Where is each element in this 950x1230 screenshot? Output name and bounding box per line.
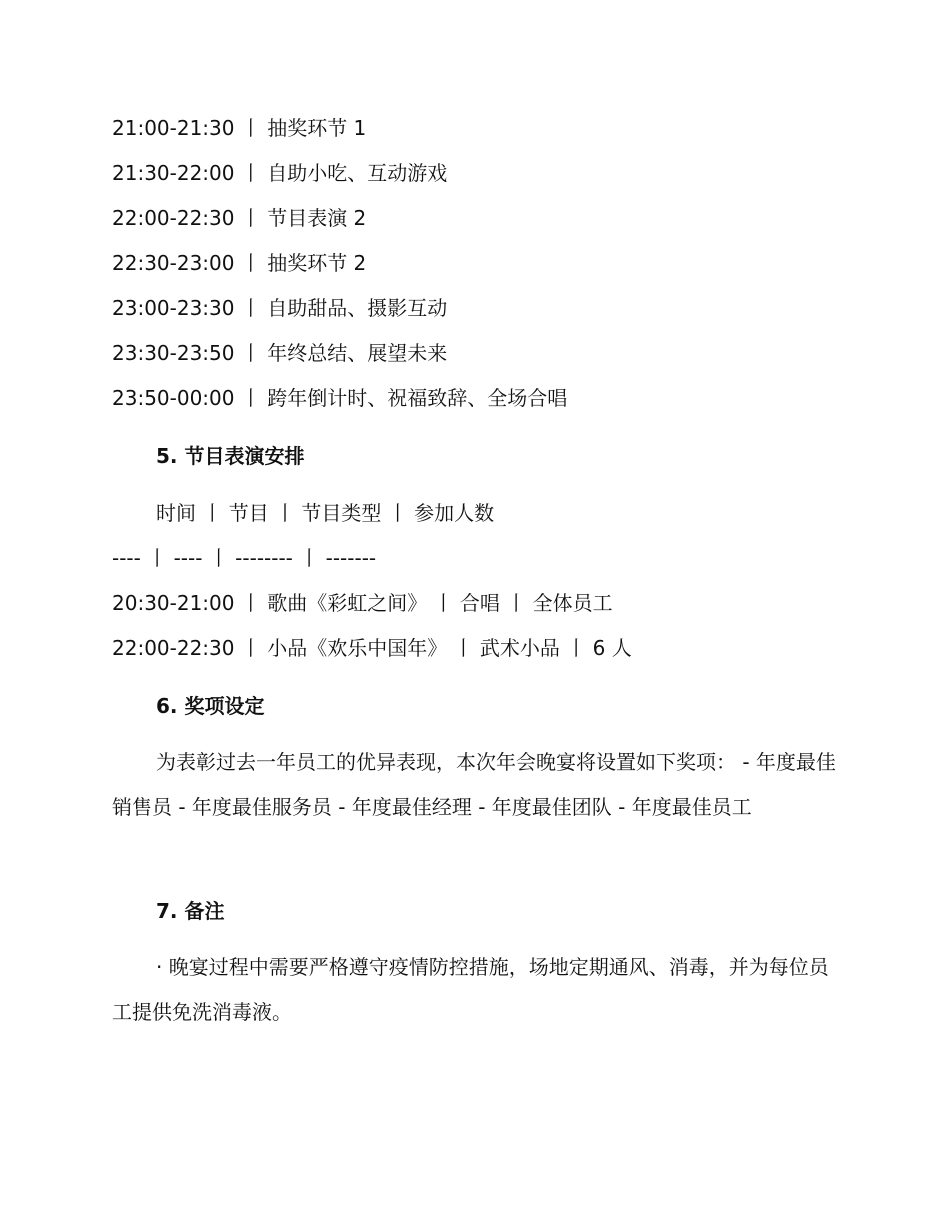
schedule-line: 23:50-00:00 丨 跨年倒计时、祝福致辞、全场合唱 bbox=[112, 386, 568, 410]
schedule-line: 23:30-23:50 丨 年终总结、展望未来 bbox=[112, 341, 448, 365]
section-heading-notes: 7. 备注 bbox=[156, 899, 225, 923]
table-separator-row: ---- 丨 ---- 丨 -------- 丨 ------- bbox=[112, 546, 377, 570]
awards-paragraph: 为表彰过去一年员工的优异表现，本次年会晚宴将设置如下奖项： - 年度最佳销售员 - 年度最佳服务员 - 年度最佳经理 - 年度最佳团队 - 年度最佳员工 bbox=[112, 750, 836, 819]
table-row: 22:00-22:30 丨 小品《欢乐中国年》 丨 武术小品 丨 6 人 bbox=[112, 636, 632, 660]
table-row: 20:30-21:00 丨 歌曲《彩虹之间》 丨 合唱 丨 全体员工 bbox=[112, 591, 613, 615]
notes-paragraph: · 晚宴过程中需要严格遵守疫情防控措施，场地定期通风、消毒，并为每位员工提供免洗消毒液。 bbox=[112, 955, 829, 1024]
schedule-line: 22:30-23:00 丨 抽奖环节 2 bbox=[112, 251, 367, 275]
schedule-line: 21:00-21:30 丨 抽奖环节 1 bbox=[112, 116, 367, 140]
schedule-line: 22:00-22:30 丨 节目表演 2 bbox=[112, 206, 367, 230]
table-header-row: 时间 丨 节目 丨 节目类型 丨 参加人数 bbox=[156, 501, 495, 525]
schedule-line: 23:00-23:30 丨 自助甜品、摄影互动 bbox=[112, 296, 448, 320]
schedule-line: 21:30-22:00 丨 自助小吃、互动游戏 bbox=[112, 161, 448, 185]
section-heading-awards: 6. 奖项设定 bbox=[156, 694, 265, 718]
section-heading-performances: 5. 节目表演安排 bbox=[156, 444, 305, 468]
